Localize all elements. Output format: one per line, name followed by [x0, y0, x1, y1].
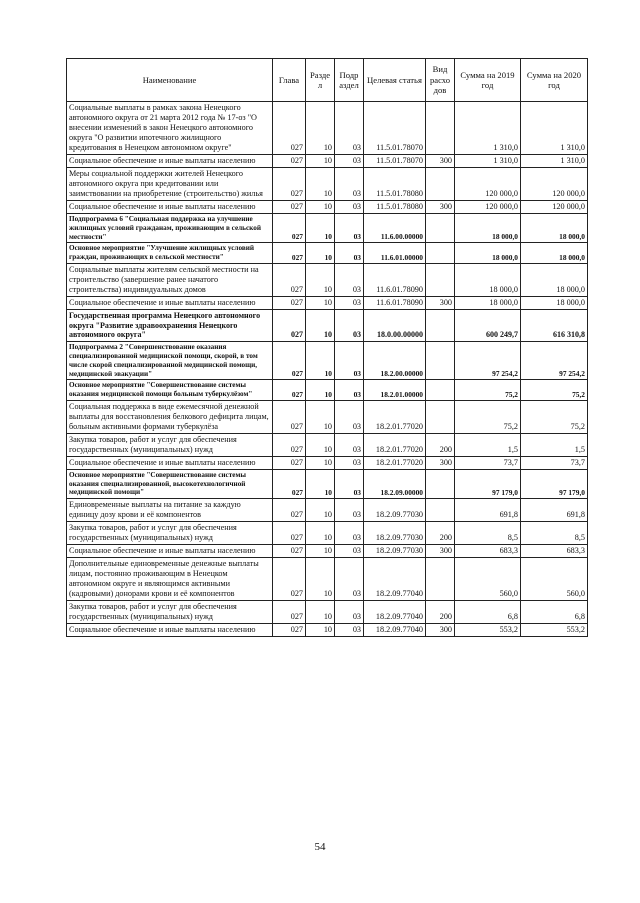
table-row: [67, 296, 588, 309]
cell-glava: 027: [273, 263, 306, 296]
cell-razdel: 10: [306, 558, 335, 601]
cell-podrazdel: 03: [335, 168, 364, 201]
cell-podrazdel: 03: [335, 342, 364, 380]
cell-glava: 027: [273, 433, 306, 456]
cell-razdel: 10: [306, 168, 335, 201]
cell-podrazdel: 03: [335, 456, 364, 469]
cell-glava: 027: [273, 309, 306, 341]
cell-sum-2019: 8,5: [455, 522, 521, 545]
table-row: [67, 558, 588, 601]
cell-razdel: 10: [306, 380, 335, 401]
cell-vid: [426, 263, 455, 296]
cell-glava: 027: [273, 102, 306, 155]
cell-razdel: 10: [306, 309, 335, 341]
cell-sum-2019: 600 249,7: [455, 309, 521, 341]
cell-sum-2020: 18 000,0: [521, 243, 588, 264]
cell-sum-2019: 18 000,0: [455, 296, 521, 309]
cell-sum-2020: 560,0: [521, 558, 588, 601]
cell-name: Социальное обеспечение и иные выплаты населению: [67, 456, 273, 469]
cell-podrazdel: 03: [335, 380, 364, 401]
cell-vid: [426, 380, 455, 401]
table-row: [67, 155, 588, 168]
cell-target: 18.2.01.77020: [364, 400, 426, 433]
budget-table: [66, 58, 588, 637]
table-row: [67, 522, 588, 545]
cell-target: 18.2.09.77040: [364, 601, 426, 624]
table-row: [67, 263, 588, 296]
cell-name: Социальные выплаты в рамках закона Ненецкого автономного округа от 21 марта 2012 года № 17-оз "О внесении изменений в закон Ненецкого автономного округа "О развитии ипотечного жилищного кредитования в Ненецком автономном округе": [67, 102, 273, 155]
cell-vid: 300: [426, 201, 455, 214]
cell-name: Социальное обеспечение и иные выплаты населению: [67, 624, 273, 637]
cell-razdel: 10: [306, 400, 335, 433]
table-row: [67, 624, 588, 637]
cell-podrazdel: 03: [335, 558, 364, 601]
cell-podrazdel: 03: [335, 433, 364, 456]
cell-podrazdel: 03: [335, 624, 364, 637]
cell-podrazdel: 03: [335, 201, 364, 214]
header-razdel: Разде л: [306, 59, 335, 102]
cell-name: Социальная поддержка в виде ежемесячной денежной выплаты для восстановления белкового дефицита лицам, больным активными формами туберкулёза: [67, 400, 273, 433]
table-row: [67, 342, 588, 380]
cell-razdel: 10: [306, 522, 335, 545]
cell-glava: 027: [273, 624, 306, 637]
cell-target: 18.2.00.00000: [364, 342, 426, 380]
cell-name: Дополнительные единовременные денежные выплаты лицам, постоянно проживающим в Ненецком автономном округе и являющимся активными (кадровыми) донорами крови и её компонентов: [67, 558, 273, 601]
cell-podrazdel: 03: [335, 102, 364, 155]
cell-sum-2020: 8,5: [521, 522, 588, 545]
cell-sum-2020: 6,8: [521, 601, 588, 624]
cell-sum-2020: 97 179,0: [521, 469, 588, 498]
cell-razdel: 10: [306, 214, 335, 243]
cell-glava: 027: [273, 155, 306, 168]
header-sum-2019: Сумма на 2019 год: [455, 59, 521, 102]
cell-target: 18.2.09.77040: [364, 558, 426, 601]
cell-glava: 027: [273, 558, 306, 601]
cell-name: Закупка товаров, работ и услуг для обеспечения государственных (муниципальных) нужд: [67, 522, 273, 545]
cell-sum-2020: 120 000,0: [521, 201, 588, 214]
cell-name: Меры социальной поддержки жителей Ненецкого автономного округа при кредитовании или заимствовании на приобретение (строительство) жилья: [67, 168, 273, 201]
header-vid: Вид расхо дов: [426, 59, 455, 102]
cell-glava: 027: [273, 601, 306, 624]
cell-target: 11.6.01.00000: [364, 243, 426, 264]
cell-name: Основное мероприятие "Совершенствование системы оказания медицинской помощи больным туберкулёзом": [67, 380, 273, 401]
cell-vid: 200: [426, 601, 455, 624]
cell-sum-2019: 120 000,0: [455, 168, 521, 201]
cell-target: 18.2.09.77040: [364, 624, 426, 637]
cell-target: 18.2.09.00000: [364, 469, 426, 498]
cell-razdel: 10: [306, 342, 335, 380]
cell-glava: 027: [273, 342, 306, 380]
cell-sum-2020: 75,2: [521, 380, 588, 401]
cell-podrazdel: 03: [335, 522, 364, 545]
cell-target: 18.0.00.00000: [364, 309, 426, 341]
page-number: 54: [314, 841, 326, 853]
cell-vid: 300: [426, 545, 455, 558]
cell-target: 11.6.01.78090: [364, 263, 426, 296]
cell-razdel: 10: [306, 155, 335, 168]
cell-name: Единовременные выплаты на питание за каждую единицу дозу крови и её компонентов: [67, 499, 273, 522]
table-row: [67, 456, 588, 469]
cell-glava: 027: [273, 243, 306, 264]
cell-target: 18.2.01.77020: [364, 433, 426, 456]
cell-sum-2019: 6,8: [455, 601, 521, 624]
cell-vid: [426, 342, 455, 380]
cell-sum-2020: 18 000,0: [521, 214, 588, 243]
cell-razdel: 10: [306, 201, 335, 214]
cell-glava: 027: [273, 380, 306, 401]
cell-target: 18.2.01.00000: [364, 380, 426, 401]
cell-sum-2019: 75,2: [455, 400, 521, 433]
cell-name: Основное мероприятие "Улучшение жилищных условий граждан, проживающих в сельской местности": [67, 243, 273, 264]
cell-glava: 027: [273, 545, 306, 558]
cell-name: Подпрограмма 2 "Совершенствование оказания специализированной медицинской помощи, скорой, в том числе скорой специализированной медицинской помощи, медицинской эвакуации": [67, 342, 273, 380]
cell-sum-2019: 18 000,0: [455, 243, 521, 264]
table-row: [67, 400, 588, 433]
cell-glava: 027: [273, 456, 306, 469]
cell-name: Социальное обеспечение и иные выплаты населению: [67, 201, 273, 214]
cell-razdel: 10: [306, 243, 335, 264]
table-body: [67, 102, 588, 637]
cell-name: Социальные выплаты жителям сельской местности на строительство (завершение ранее начатого строительства) индивидуальных домов: [67, 263, 273, 296]
cell-vid: 300: [426, 296, 455, 309]
cell-sum-2020: 18 000,0: [521, 296, 588, 309]
cell-target: 11.6.01.78090: [364, 296, 426, 309]
cell-name: Основное мероприятие "Совершенствование системы оказания специализированной, высокотехнологичной медицинской помощи": [67, 469, 273, 498]
cell-sum-2020: 97 254,2: [521, 342, 588, 380]
cell-name: Социальное обеспечение и иные выплаты населению: [67, 155, 273, 168]
cell-sum-2020: 1 310,0: [521, 102, 588, 155]
cell-razdel: 10: [306, 469, 335, 498]
cell-sum-2020: 120 000,0: [521, 168, 588, 201]
cell-target: 18.2.09.77030: [364, 545, 426, 558]
cell-sum-2019: 553,2: [455, 624, 521, 637]
cell-name: Закупка товаров, работ и услуг для обеспечения государственных (муниципальных) нужд: [67, 433, 273, 456]
cell-sum-2020: 553,2: [521, 624, 588, 637]
cell-glava: 027: [273, 214, 306, 243]
cell-vid: [426, 214, 455, 243]
cell-vid: [426, 469, 455, 498]
cell-glava: 027: [273, 499, 306, 522]
table-row: [67, 380, 588, 401]
cell-podrazdel: 03: [335, 469, 364, 498]
cell-vid: [426, 558, 455, 601]
cell-sum-2019: 683,3: [455, 545, 521, 558]
header-podrazdel: Подр аздел: [335, 59, 364, 102]
table-row: [67, 168, 588, 201]
cell-target: 18.2.09.77030: [364, 522, 426, 545]
cell-vid: 200: [426, 433, 455, 456]
cell-sum-2019: 73,7: [455, 456, 521, 469]
cell-name: Закупка товаров, работ и услуг для обеспечения государственных (муниципальных) нужд: [67, 601, 273, 624]
header-glava: Глава: [273, 59, 306, 102]
cell-sum-2019: 691,8: [455, 499, 521, 522]
cell-podrazdel: 03: [335, 309, 364, 341]
table-row: [67, 201, 588, 214]
cell-razdel: 10: [306, 545, 335, 558]
cell-razdel: 10: [306, 601, 335, 624]
cell-glava: 027: [273, 296, 306, 309]
cell-glava: 027: [273, 201, 306, 214]
cell-sum-2019: 120 000,0: [455, 201, 521, 214]
table-row: [67, 499, 588, 522]
cell-sum-2020: 18 000,0: [521, 263, 588, 296]
cell-podrazdel: 03: [335, 155, 364, 168]
cell-sum-2019: 97 179,0: [455, 469, 521, 498]
cell-name: Государственная программа Ненецкого автономного округа "Развитие здравоохранения Ненецкого автономного округа": [67, 309, 273, 341]
cell-sum-2020: 683,3: [521, 545, 588, 558]
cell-sum-2020: 1,5: [521, 433, 588, 456]
cell-glava: 027: [273, 469, 306, 498]
cell-target: 18.2.01.77020: [364, 456, 426, 469]
cell-target: 11.5.01.78080: [364, 201, 426, 214]
cell-vid: [426, 168, 455, 201]
cell-target: 11.6.00.00000: [364, 214, 426, 243]
cell-target: 11.5.01.78080: [364, 168, 426, 201]
cell-vid: [426, 102, 455, 155]
cell-sum-2019: 18 000,0: [455, 214, 521, 243]
cell-razdel: 10: [306, 499, 335, 522]
cell-sum-2019: 1 310,0: [455, 102, 521, 155]
table-row: [67, 243, 588, 264]
cell-sum-2019: 1,5: [455, 433, 521, 456]
cell-vid: [426, 309, 455, 341]
cell-sum-2020: 73,7: [521, 456, 588, 469]
table-row: [67, 102, 588, 155]
header-target: Целевая статья: [364, 59, 426, 102]
cell-sum-2019: 18 000,0: [455, 263, 521, 296]
cell-razdel: 10: [306, 296, 335, 309]
cell-glava: 027: [273, 400, 306, 433]
cell-target: 11.5.01.78070: [364, 102, 426, 155]
cell-vid: 200: [426, 522, 455, 545]
cell-name: Социальное обеспечение и иные выплаты населению: [67, 545, 273, 558]
table-row: [67, 214, 588, 243]
cell-razdel: 10: [306, 456, 335, 469]
cell-sum-2020: 616 310,8: [521, 309, 588, 341]
cell-glava: 027: [273, 522, 306, 545]
table-row: [67, 469, 588, 498]
cell-name: Подпрограмма 6 "Социальная поддержка на улучшение жилищных условий гражданам, проживающим в сельской местности": [67, 214, 273, 243]
cell-razdel: 10: [306, 263, 335, 296]
cell-vid: 300: [426, 624, 455, 637]
cell-target: 11.5.01.78070: [364, 155, 426, 168]
cell-vid: [426, 400, 455, 433]
cell-razdel: 10: [306, 102, 335, 155]
table-row: [67, 545, 588, 558]
header-sum-2020: Сумма на 2020 год: [521, 59, 588, 102]
cell-podrazdel: 03: [335, 296, 364, 309]
cell-sum-2019: 75,2: [455, 380, 521, 401]
cell-podrazdel: 03: [335, 400, 364, 433]
cell-vid: 300: [426, 155, 455, 168]
cell-vid: 300: [426, 456, 455, 469]
cell-razdel: 10: [306, 433, 335, 456]
cell-podrazdel: 03: [335, 214, 364, 243]
table-row: [67, 601, 588, 624]
cell-sum-2019: 560,0: [455, 558, 521, 601]
table-row: [67, 433, 588, 456]
cell-sum-2019: 1 310,0: [455, 155, 521, 168]
cell-name: Социальное обеспечение и иные выплаты населению: [67, 296, 273, 309]
table-header-row: [67, 59, 588, 102]
cell-podrazdel: 03: [335, 601, 364, 624]
cell-sum-2019: 97 254,2: [455, 342, 521, 380]
cell-sum-2020: 1 310,0: [521, 155, 588, 168]
cell-podrazdel: 03: [335, 243, 364, 264]
cell-vid: [426, 499, 455, 522]
cell-razdel: 10: [306, 624, 335, 637]
cell-podrazdel: 03: [335, 499, 364, 522]
cell-podrazdel: 03: [335, 545, 364, 558]
cell-glava: 027: [273, 168, 306, 201]
cell-vid: [426, 243, 455, 264]
cell-target: 18.2.09.77030: [364, 499, 426, 522]
header-name: Наименование: [67, 59, 273, 102]
cell-podrazdel: 03: [335, 263, 364, 296]
cell-sum-2020: 691,8: [521, 499, 588, 522]
table-row: [67, 309, 588, 341]
cell-sum-2020: 75,2: [521, 400, 588, 433]
